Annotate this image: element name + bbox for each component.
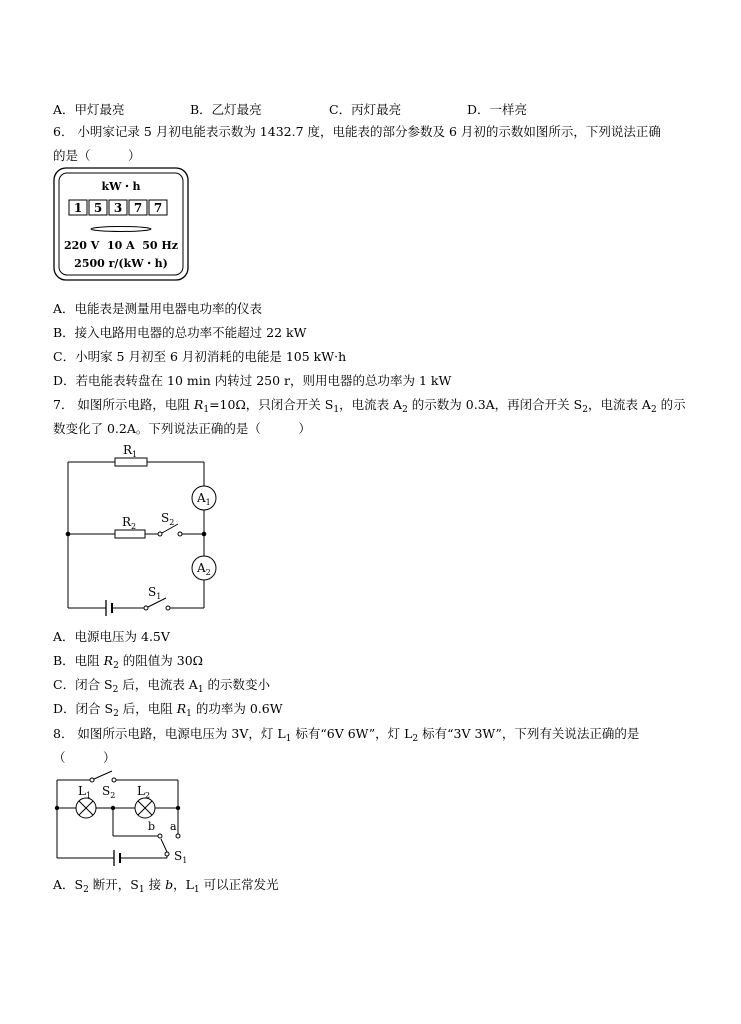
svg-text:b: b — [148, 820, 156, 833]
q6-stem-line2: 的是（ ） — [53, 148, 141, 163]
svg-text:a: a — [170, 820, 177, 833]
resistor-r1 — [115, 458, 147, 466]
meter-digit-4: 7 — [133, 201, 143, 215]
q8-option-a: A．$S_2$ 断开，$S_1$ 接 b，$L_1$ 可以正常发光 — [53, 877, 279, 895]
q6-option-b: B．接入电路用电器的总功率不能超过 22 kW — [53, 325, 307, 340]
svg-text:L1: $L_1$ — [78, 784, 92, 800]
svg-text:A2: $A_2$ — [197, 561, 211, 577]
q5-option-d: D．一样亮 — [467, 102, 528, 117]
q5-option-c: C．丙灯最亮 — [329, 102, 402, 117]
resistor-r2 — [115, 530, 145, 538]
svg-text:S1: $S_1$ — [148, 585, 162, 601]
meter-digit-3: 3 — [113, 201, 123, 215]
switch-s1 — [161, 839, 167, 852]
svg-text:R1: $R_1$ — [123, 443, 138, 459]
q5-option-a: A．甲灯最亮 — [53, 102, 125, 117]
svg-text:R2: $R_2$ — [122, 515, 137, 531]
svg-text:L2: $L_2$ — [137, 784, 151, 800]
q8-circuit-diagram — [50, 768, 200, 868]
energy-meter-figure — [53, 167, 189, 281]
q6-stem-line1: 6． 小明家记录 5 月初电能表示数为 1432.7 度，电能表的部分参数及 6 月初的示数如图所示，下列说法正确 — [53, 124, 661, 139]
q8-stem-line1: 8． 如图所示电路，电源电压为 3V，灯 $L_1$ 标有“6V 6W”，灯 $L_2$ 标有“3V 3W”，下列有关说法正确的是 — [53, 726, 640, 744]
meter-spec-constant: 2500 r/(kW・h) — [74, 257, 168, 270]
q7-option-c: C．闭合 $S_2$ 后，电流表 $A_1$ 的示数变小 — [53, 677, 271, 695]
q7-stem-line2: 数变化了 0.2A。下列说法正确的是（ ） — [53, 421, 311, 436]
svg-text:A1: $A_1$ — [197, 491, 211, 507]
q6-option-c: C．小明家 5 月初至 6 月初消耗的电能是 105 kW·h — [53, 349, 347, 364]
q7-option-a: A．电源电压为 4.5V — [53, 629, 170, 644]
q7-stem-line1: 7． 如图所示电路，电阻 $R_1=10\Omega$，只闭合开关 $S_1$，电流表 $A_2$ 的示数为 0.3A，再闭合开关 $S_2$，电流表 $A_2$ 的示 — [53, 397, 686, 415]
q7-circuit-diagram — [60, 440, 230, 616]
q5-option-b: B．乙灯最亮 — [190, 102, 262, 117]
q8-stem-line2: （ ） — [53, 750, 116, 765]
svg-text:S1: $S_1$ — [174, 849, 188, 865]
svg-text:S2: $S_2$ — [102, 784, 116, 800]
q7-option-d: D．闭合 $S_2$ 后，电阻 $R_1$ 的功率为 0.6W — [53, 701, 283, 719]
svg-text:S2: $S_2$ — [161, 511, 175, 527]
meter-digit-5: 7 — [153, 201, 163, 215]
meter-digit-2: 5 — [93, 201, 103, 215]
meter-unit: kW・h — [101, 180, 141, 193]
meter-spec-rating: 220 V 10 A 50 Hz — [63, 239, 179, 252]
q7-option-b: B．电阻 $R_2$ 的阻值为 30Ω — [53, 653, 204, 671]
meter-digit-1: 1 — [73, 201, 83, 215]
q6-option-d: D．若电能表转盘在 10 min 内转过 250 r，则用电器的总功率为 1 kW — [53, 373, 452, 388]
switch-s2 — [94, 771, 112, 779]
q6-option-a: A．电能表是测量用电器电功率的仪表 — [53, 301, 263, 316]
